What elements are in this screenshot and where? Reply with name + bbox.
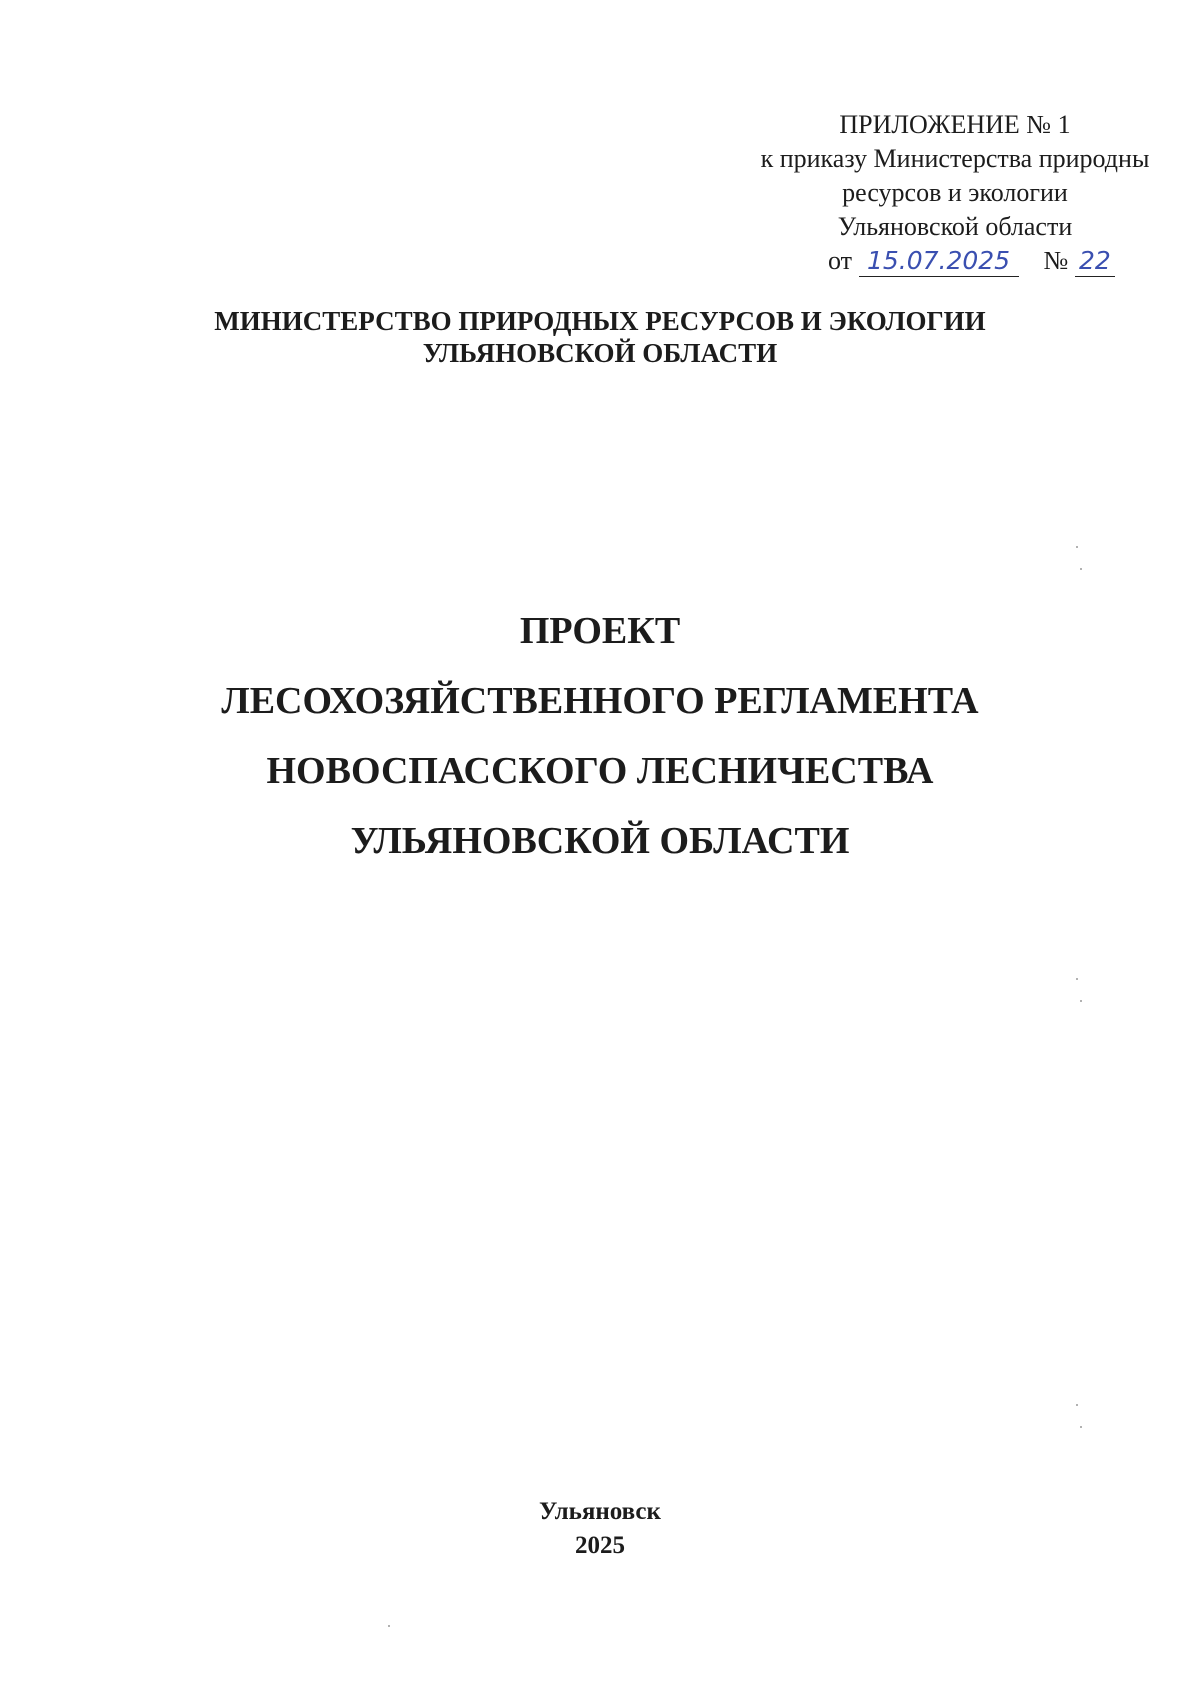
scan-speck [1076, 546, 1078, 548]
appendix-date-line [730, 244, 1180, 278]
footer-city: Ульяновск [539, 1498, 661, 1525]
scan-speck [1080, 1000, 1082, 1002]
number-prefix: № [1043, 246, 1069, 275]
ministry-header [0, 305, 1200, 369]
appendix-title: ПРИЛОЖЕНИЕ № 1 [839, 110, 1071, 139]
title-line-1: ПРОЕКТ [519, 610, 681, 652]
handwritten-date: 15.07.2025 [859, 246, 1019, 277]
title-line-2: ЛЕСОХОЗЯЙСТВЕННОГО РЕГЛАМЕНТА [221, 680, 979, 722]
appendix-line-1: к приказу Министерства природны [760, 144, 1150, 173]
handwritten-number: 22 [1075, 246, 1115, 277]
date-prefix: от [828, 246, 853, 275]
ministry-line-1: МИНИСТЕРСТВО ПРИРОДНЫХ РЕСУРСОВ И ЭКОЛОГИИ [214, 306, 986, 336]
title-line-4: УЛЬЯНОВСКОЙ ОБЛАСТИ [350, 820, 850, 862]
ministry-line-2: УЛЬЯНОВСКОЙ ОБЛАСТИ [422, 338, 778, 368]
scan-speck [1076, 1404, 1078, 1406]
appendix-block [730, 108, 1180, 278]
document-footer [0, 1495, 1200, 1563]
scan-speck [388, 1625, 390, 1627]
title-line-3: НОВОСПАССКОГО ЛЕСНИЧЕСТВА [266, 750, 934, 792]
appendix-line-2: ресурсов и экологии [842, 178, 1068, 207]
document-title [0, 596, 1200, 876]
appendix-line-3: Ульяновской области [837, 212, 1073, 241]
scan-speck [1076, 978, 1078, 980]
scan-speck [1080, 568, 1082, 570]
footer-year: 2025 [575, 1532, 625, 1559]
scan-speck [1080, 1426, 1082, 1428]
